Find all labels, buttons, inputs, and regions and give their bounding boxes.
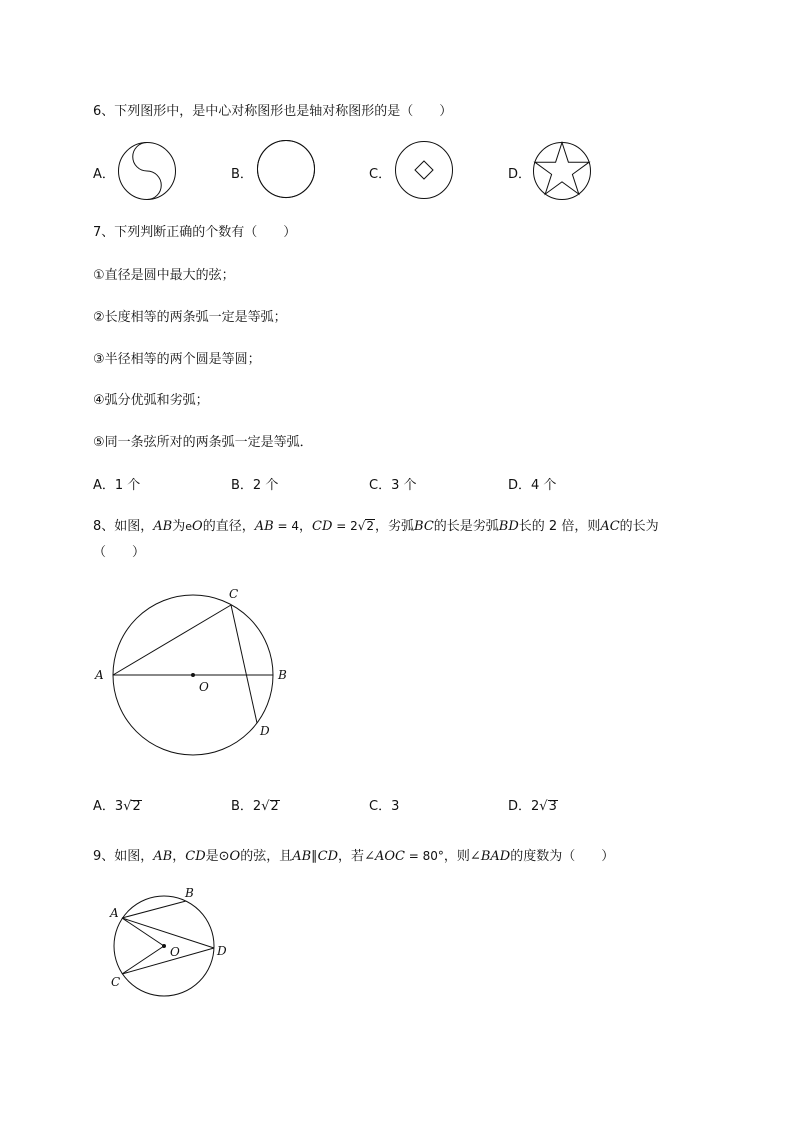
q9-label-c: C [111,975,121,989]
q9-chord-ab [122,901,186,918]
q9-label-o: O [170,945,180,959]
q8-option-c [369,795,399,814]
q8-option-a-sqrt: √ [123,799,132,814]
q9-stem-text: 是⊙ [205,849,230,864]
q8-option-d [508,795,558,814]
q7-option-c: C．3 个 [369,478,417,493]
three-circles-icon [256,139,316,199]
q8-option-d-coef: 2 [531,799,540,814]
q9-ab-symbol: AB [153,849,173,864]
q8-chord-ac [113,605,231,675]
q8-option-a-coef: 3 [114,799,124,814]
q6-option-a-label: A． [93,167,115,182]
q8-option-d-radicand: 3 [548,799,557,814]
q8-option-b [231,795,280,814]
q7-statement-2: ②长度相等的两条弧一定是等弧； [93,310,287,325]
q7-option-b: B．2 个 [231,478,279,493]
q8-option-b-coef: 2 [252,799,262,814]
q9-parallel-symbol: ∥ [311,849,318,864]
q8-bd-symbol: BD [498,519,519,534]
q8-option-d-label: D． [508,799,532,814]
q9-label-a: A [110,906,119,920]
q9-o-symbol: O [229,849,241,864]
q9-stem-text: ，若 [338,849,365,864]
q8-stem-text: 长的 2 倍，则 [518,519,601,534]
q8-center-dot [191,673,195,677]
q7-option-a: A．1 个 [93,478,141,493]
q9-label-b: B [185,886,194,900]
q8-cd-symbol: CD [312,519,333,534]
q6-option-b-label: B． [231,167,253,182]
q8-circle-symbol: e [185,520,193,533]
q8-stem-text: 的长是劣弧 [433,519,499,534]
q9-circle-figure [105,883,245,1003]
q9-stem-text: ， [172,849,186,864]
q9-chord-cd [122,948,214,974]
q8-stem-text: ， [299,519,313,534]
q9-cd-symbol: CD [317,849,339,864]
q8-option-c-label: C． [369,799,392,814]
q8-ab-symbol: AB [153,519,173,534]
q7-statement-4: ④弧分优弧和劣弧； [93,393,209,408]
q9-ab-symbol: AB [292,849,312,864]
diamond-in-circle-icon [394,140,454,200]
q8-ab-symbol: AB [254,519,274,534]
q9-angle-value: = 80° [404,849,444,863]
q9-radius-oa [122,918,164,946]
q8-stem-text: 为 [172,519,186,534]
q8-option-b-label: B． [231,799,253,814]
q8-label-b: B [278,668,287,682]
q8-option-a [93,795,142,814]
q7-statement-5: ⑤同一条弦所对的两条弧一定是等弧． [93,435,313,450]
q8-circle-figure [90,585,290,765]
q9-stem-text: 的弦，且 [240,849,293,864]
q8-stem-text: 的长为 [619,519,659,534]
q9-stem-text: 的度数为（ ） [510,849,615,864]
q9-chord-ad [122,918,214,948]
q8-bc-symbol: BC [414,519,434,534]
q6-stem: 6、下列图形中，是中心对称图形也是轴对称图形的是（ ） [93,104,453,119]
q8-option-d-sqrt: √ [539,799,548,814]
q8-stem [93,515,659,534]
q6-option-c-label: C． [369,167,392,182]
q9-center-dot [162,944,166,948]
yin-yang-icon [117,141,177,201]
q8-option-c-value: 3 [391,799,400,814]
star-in-circle-icon [532,141,592,201]
q8-option-a-radicand: 2 [132,799,141,814]
q8-o-symbol: O [192,519,203,534]
q9-radius-oc [122,946,164,974]
q8-option-b-radicand: 2 [270,799,279,814]
q8-cd-radicand: 2 [366,519,375,533]
q8-option-a-label: A． [93,799,115,814]
q9-stem-text: 9、如图， [93,849,154,864]
q7-stem: 7、下列判断正确的个数有（ ） [93,225,297,240]
q7-option-d: D．4 个 [508,478,557,493]
q8-ac-symbol: AC [600,519,620,534]
q9-angle-bad: ∠BAD [469,849,511,864]
q9-angle-aoc: ∠AOC [364,849,405,864]
q9-cd-symbol: CD [185,849,206,864]
q7-statement-1: ①直径是圆中最大的弦； [93,268,235,283]
q8-label-c: C [229,587,239,601]
q8-stem-text: 8、如图， [93,519,154,534]
q8-label-o: O [199,680,209,694]
q7-statement-3: ③半径相等的两个圆是等圆； [93,352,261,367]
q8-stem-line2: （ ） [93,545,146,560]
q8-stem-text: 的直径， [202,519,255,534]
q6-option-d-label: D． [508,167,532,182]
q9-stem [93,845,614,864]
q8-label-a: A [95,668,104,682]
q9-label-d: D [217,944,227,958]
q9-stem-text: ，则 [443,849,470,864]
q8-ab-value: = 4 [273,519,299,533]
q8-sqrt-sign: √ [357,519,366,533]
q8-stem-text: ，劣弧 [375,519,415,534]
q8-cd-value: = 2 [332,519,358,533]
q8-option-b-sqrt: √ [261,799,270,814]
q8-label-d: D [260,724,270,738]
